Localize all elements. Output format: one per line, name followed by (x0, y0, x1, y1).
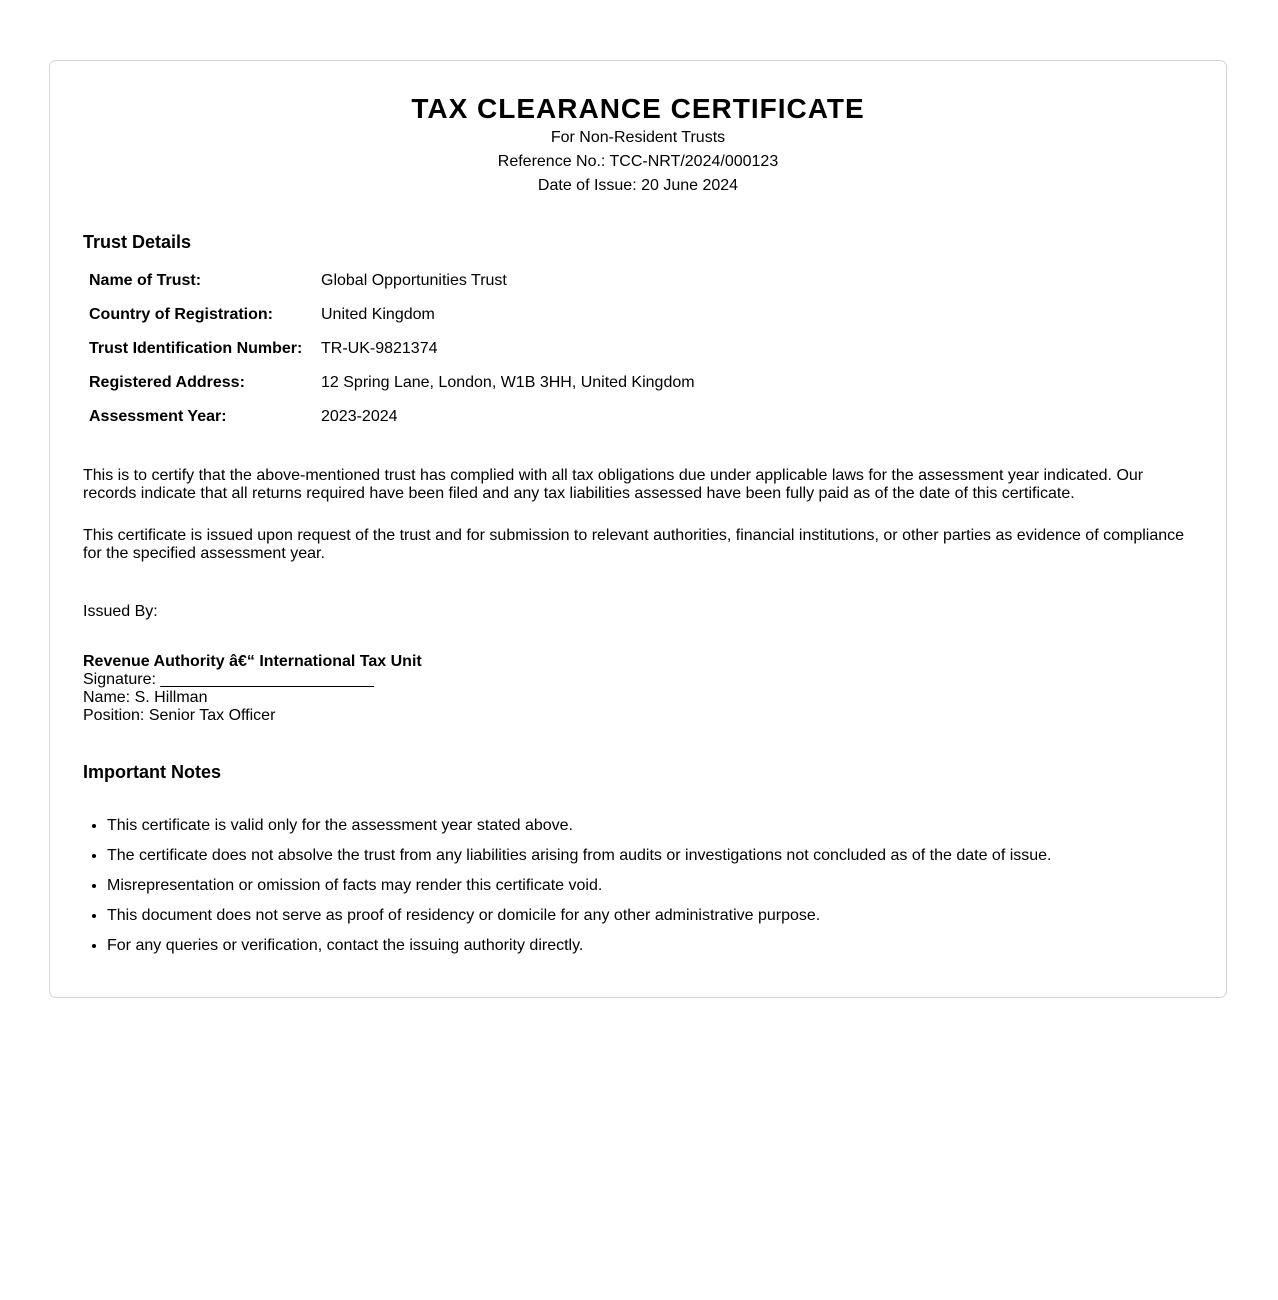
detail-value: TR-UK-9821374 (321, 340, 438, 357)
table-row (83, 264, 701, 298)
table-row (83, 400, 701, 434)
certificate-header (83, 61, 1193, 198)
certificate-subtitle: For Non-Resident Trusts (550, 129, 726, 146)
table-row (83, 332, 701, 366)
detail-value: Global Opportunities Trust (321, 272, 507, 289)
certification-paragraph: This is to certify that the above-mentioned trust has complied with all tax obligations due under applicable laws for the assessment year indicated. Our records indicate that all returns required have been filed and any tax liabilities assessed have been fully paid as of the date of this certificate. (83, 467, 1144, 502)
issued-by-label: Issued By: (83, 603, 158, 620)
certificate-title: TAX CLEARANCE CERTIFICATE (411, 93, 865, 124)
detail-value: 2023-2024 (321, 408, 398, 425)
detail-label: Name of Trust: (89, 272, 202, 289)
officer-position: Position: Senior Tax Officer (83, 707, 276, 724)
trust-details-table (83, 264, 701, 434)
signature-line: Signature: ________________________ (83, 671, 374, 688)
reference-number: Reference No.: TCC-NRT/2024/000123 (497, 153, 779, 170)
list-item: • For any queries or verification, contact the issuing authority directly. (107, 937, 1193, 955)
important-notes-list (83, 817, 1193, 955)
officer-name: Name: S. Hillman (83, 689, 208, 706)
detail-label: Country of Registration: (89, 306, 273, 323)
table-row (83, 366, 701, 400)
detail-value: United Kingdom (321, 306, 435, 323)
purpose-paragraph: This certificate is issued upon request of the trust and for submission to relevant authorities, financial institutions, or other parties as evidence of compliance for the specified assessment year. (83, 527, 1185, 562)
issuing-authority: Revenue Authority â€“ International Tax Unit (83, 653, 422, 670)
trust-details-heading: Trust Details (83, 232, 192, 252)
detail-value: 12 Spring Lane, London, W1B 3HH, United Kingdom (321, 374, 695, 391)
list-item: • This certificate is valid only for the assessment year stated above. (107, 817, 1193, 835)
date-of-issue: Date of Issue: 20 June 2024 (537, 177, 739, 194)
certificate-card (49, 60, 1227, 998)
detail-label: Registered Address: (89, 374, 245, 391)
issuer-block (83, 653, 1193, 725)
list-item: • This document does not serve as proof of residency or domicile for any other administrative purpose. (107, 907, 1193, 925)
table-row (83, 298, 701, 332)
list-item: • The certificate does not absolve the trust from any liabilities arising from audits or investigations not concluded as of the date of issue. (107, 847, 1193, 865)
list-item: • Misrepresentation or omission of facts may render this certificate void. (107, 877, 1193, 895)
detail-label: Assessment Year: (89, 408, 227, 425)
important-notes-heading: Important Notes (83, 762, 222, 782)
detail-label: Trust Identification Number: (89, 340, 303, 357)
